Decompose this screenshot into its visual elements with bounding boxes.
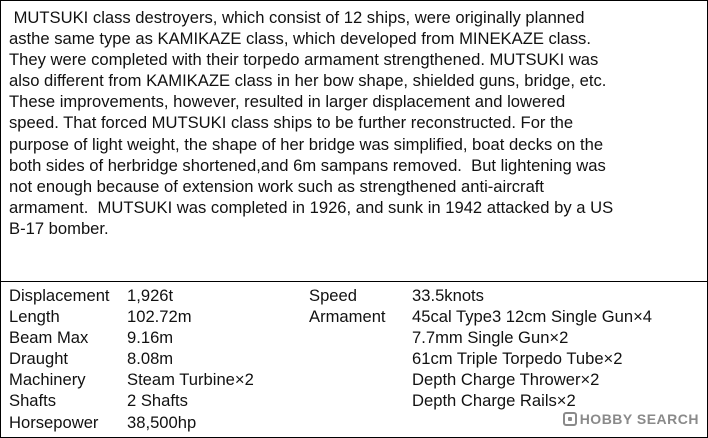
description-line: speed. That forced MUTSUKI class ships to be further reconstructed. For the: [9, 113, 574, 133]
spec-value: Depth Charge Rails×2: [412, 391, 576, 411]
spec-value: 38,500hp: [127, 412, 197, 432]
spec-label: Armament: [309, 307, 386, 327]
description-line: B-17 bomber.: [9, 218, 109, 238]
spec-label: Length: [9, 307, 60, 327]
spec-value: 9.16m: [127, 328, 174, 348]
spec-value: 7.7mm Single Gun×2: [412, 328, 569, 348]
spec-value: 61cm Triple Torpedo Tube×2: [412, 349, 623, 369]
description-line: both sides of herbridge shortened,and 6m sampans removed. But lightening was: [9, 155, 606, 175]
watermark-text: HOBBY SEARCH: [579, 411, 699, 427]
spec-labels-left: [9, 285, 110, 433]
spec-value: 33.5knots: [412, 286, 484, 305]
spec-values-right: [412, 285, 652, 412]
section-divider: [1, 281, 707, 282]
spec-label: Speed: [309, 286, 357, 305]
watermark: [563, 411, 699, 427]
description-text: [9, 7, 703, 239]
description-line: not enough because of extension work such as strengthened anti-aircraft: [9, 176, 545, 196]
spec-label: Displacement: [9, 286, 110, 305]
description-line: also different from KAMIKAZE class in her bow shape, shielded guns, bridge, etc.: [9, 71, 607, 91]
spec-labels-right: [309, 285, 386, 327]
description-line: MUTSUKI class destroyers, which consist of 12 ships, were originally planned: [9, 8, 585, 27]
spec-value: 2 Shafts: [127, 391, 188, 411]
description-line: armament. MUTSUKI was completed in 1926, and sunk in 1942 attacked by a US: [9, 197, 614, 217]
spec-label: Machinery: [9, 370, 86, 390]
spec-label: Shafts: [9, 391, 57, 411]
spec-value: Steam Turbine×2: [127, 370, 254, 390]
spec-value: 45cal Type3 12cm Single Gun×4: [412, 307, 653, 327]
description-line: purpose of light weight, the shape of her bridge was simplified, boat decks on the: [9, 134, 604, 154]
spec-label: Horsepower: [9, 412, 99, 432]
spec-value: 8.08m: [127, 349, 174, 369]
description-line: asthe same type as KAMIKAZE class, which developed from MINEKAZE class.: [9, 29, 591, 49]
spec-label: Beam Max: [9, 328, 89, 348]
hobby-search-logo-icon: [563, 412, 577, 426]
description-line: They were completed with their torpedo armament strengthened. MUTSUKI was: [9, 50, 599, 70]
spec-value: Depth Charge Thrower×2: [412, 370, 600, 390]
description-line: These improvements, however, resulted in larger displacement and lowered: [9, 92, 566, 112]
spec-value: 1,926t: [127, 286, 174, 305]
spec-label: Draught: [9, 349, 69, 369]
spec-values-left: [127, 285, 254, 433]
spec-value: 102.72m: [127, 307, 192, 327]
